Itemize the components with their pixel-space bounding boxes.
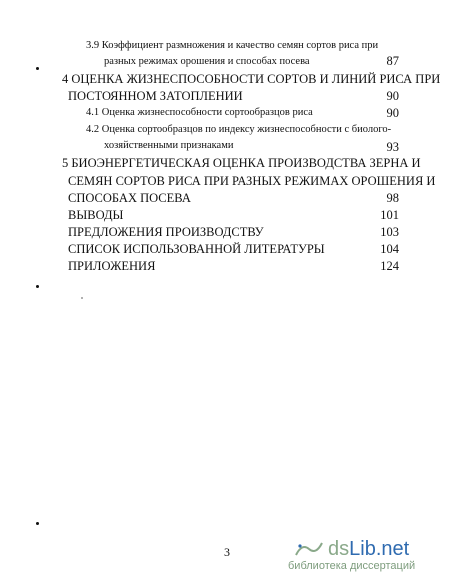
- toc-entry-4-2-line2: хозяйственными признаками: [104, 140, 234, 151]
- toc-entry-3-9-page: 87: [386, 54, 399, 68]
- scan-speck: [36, 522, 39, 525]
- watermark-brand-ds: ds: [328, 538, 350, 560]
- watermark-brand-lib: Lib: [349, 538, 376, 560]
- toc-conclusions-page: 101: [380, 208, 399, 222]
- watermark-tagline: библиотека диссертаций: [288, 560, 416, 572]
- toc-section-4-line2: ПОСТОЯННОМ ЗАТОПЛЕНИИ: [68, 89, 243, 103]
- scan-speck: [36, 67, 39, 70]
- toc-entry-4-2-page: 93: [386, 140, 399, 154]
- toc-appendix: ПРИЛОЖЕНИЯ: [68, 259, 156, 273]
- dslib-logo-icon: [294, 540, 324, 558]
- toc-conclusions: ВЫВОДЫ: [68, 208, 124, 222]
- watermark-brand: [328, 538, 409, 561]
- toc-entry-4-1: 4.1 Оценка жизнеспособности сортообразцов риса: [86, 107, 313, 118]
- toc-entry-3-9-line2: разных режимах орошения и способах посева: [104, 56, 310, 67]
- dslib-watermark: [288, 538, 438, 574]
- toc-literature: СПИСОК ИСПОЛЬЗОВАННОЙ ЛИТЕРАТУРЫ: [68, 242, 325, 256]
- toc-entry-4-1-page: 90: [386, 106, 399, 120]
- watermark-brand-net: .net: [375, 538, 410, 560]
- toc-proposals-page: 103: [380, 225, 399, 239]
- toc-section-5-line3: СПОСОБАХ ПОСЕВА: [68, 191, 191, 205]
- toc-section-4-line1: 4 ОЦЕНКА ЖИЗНЕСПОСОБНОСТИ СОРТОВ И ЛИНИЙ РИСА ПРИ: [62, 72, 441, 86]
- toc-section-5-page: 98: [386, 191, 399, 205]
- toc-appendix-page: 124: [380, 259, 399, 273]
- toc-entry-3-9-line1: 3.9 Коэффициент размножения и качество семян сортов риса при: [86, 40, 379, 51]
- toc-literature-page: 104: [380, 242, 399, 256]
- scan-speck: [81, 297, 83, 299]
- toc-proposals: ПРЕДЛОЖЕНИЯ ПРОИЗВОДСТВУ: [68, 225, 264, 239]
- page-number: 3: [224, 545, 230, 559]
- toc-section-5-line1: 5 БИОЭНЕРГЕТИЧЕСКАЯ ОЦЕНКА ПРОИЗВОДСТВА ЗЕРНА И: [62, 156, 421, 170]
- toc-section-5-line2: СЕМЯН СОРТОВ РИСА ПРИ РАЗНЫХ РЕЖИМАХ ОРОШЕНИЯ И: [68, 174, 436, 188]
- toc-entry-4-2-line1: 4.2 Оценка сортообразцов по индексу жизнеспособности с биолого-: [86, 124, 392, 135]
- toc-section-4-page: 90: [386, 89, 399, 103]
- scan-speck: [36, 285, 39, 288]
